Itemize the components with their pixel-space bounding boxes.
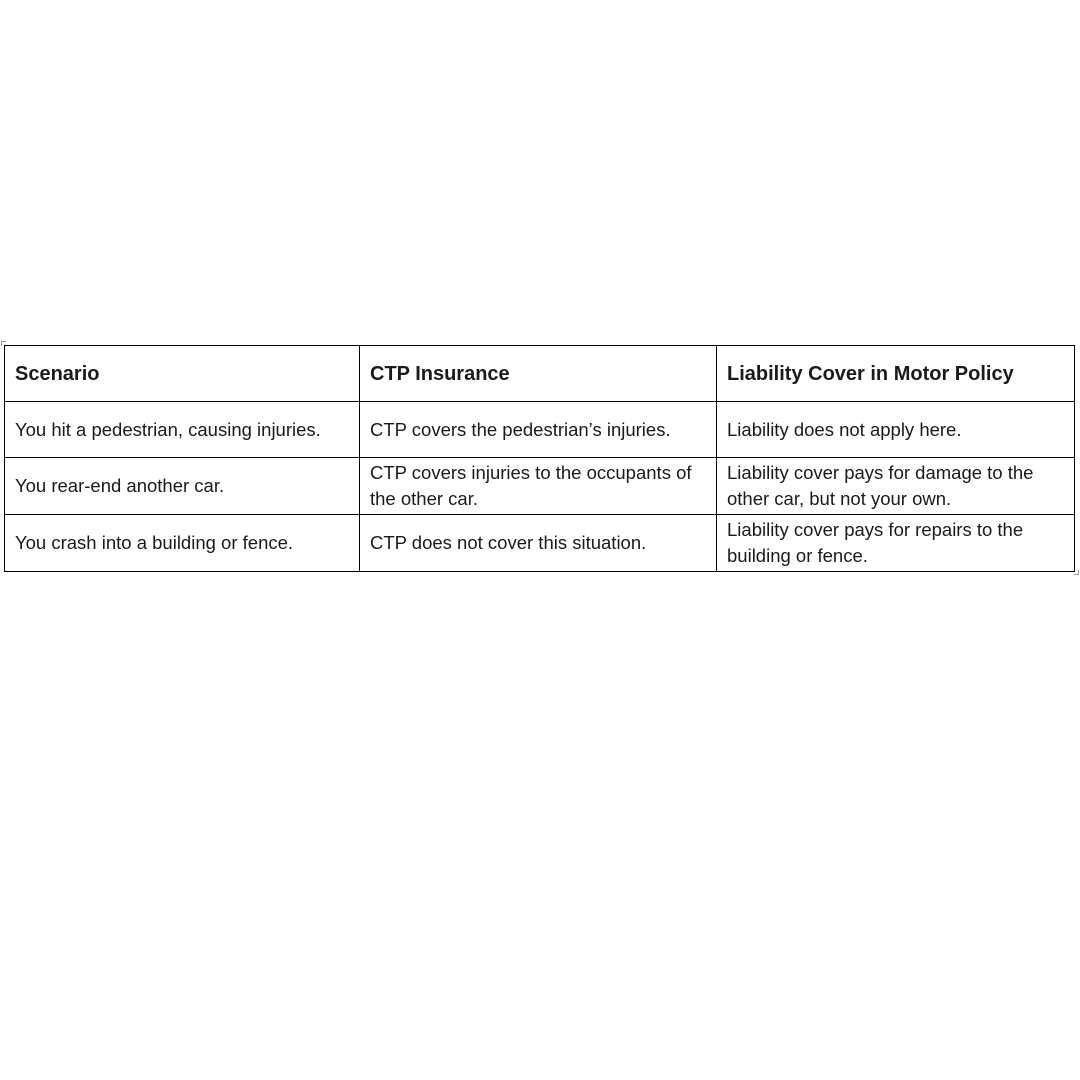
table-row bbox=[5, 458, 1075, 515]
cell-liability: Liability does not apply here. bbox=[717, 402, 1075, 458]
cell-liability: Liability cover pays for repairs to the building or fence. bbox=[717, 515, 1075, 572]
cell-ctp: CTP does not cover this situation. bbox=[360, 515, 717, 572]
cell-ctp: CTP covers injuries to the occupants of the other car. bbox=[360, 458, 717, 515]
comparison-table-container bbox=[4, 345, 1074, 572]
table-row bbox=[5, 515, 1075, 572]
table-row bbox=[5, 402, 1075, 458]
header-liability-cover: Liability Cover in Motor Policy bbox=[717, 346, 1075, 402]
header-scenario: Scenario bbox=[5, 346, 360, 402]
cell-scenario: You hit a pedestrian, causing injuries. bbox=[5, 402, 360, 458]
cell-liability: Liability cover pays for damage to the other car, but not your own. bbox=[717, 458, 1075, 515]
cell-ctp: CTP covers the pedestrian’s injuries. bbox=[360, 402, 717, 458]
insurance-comparison-table bbox=[4, 345, 1075, 572]
cell-scenario: You rear-end another car. bbox=[5, 458, 360, 515]
table-header-row bbox=[5, 346, 1075, 402]
header-ctp-insurance: CTP Insurance bbox=[360, 346, 717, 402]
cell-scenario: You crash into a building or fence. bbox=[5, 515, 360, 572]
